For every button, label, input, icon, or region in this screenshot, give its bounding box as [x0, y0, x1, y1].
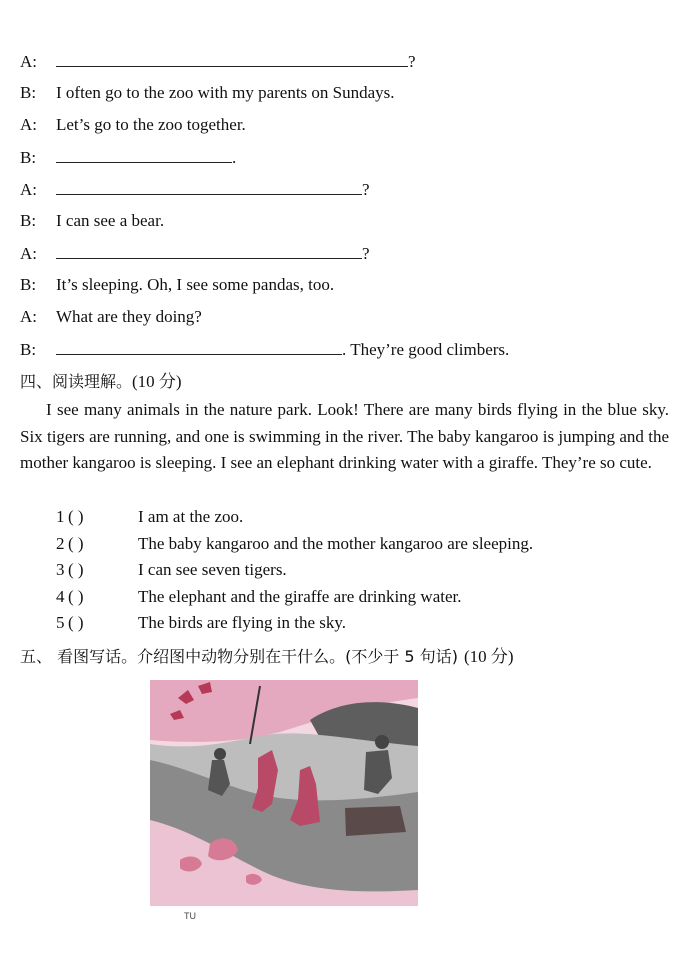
line-text: I often go to the zoo with my parents on Sundays.	[56, 83, 395, 102]
answer-parens[interactable]: ( )	[68, 587, 84, 606]
monkey-right-head	[375, 735, 389, 749]
animal-scene-illustration	[150, 680, 418, 906]
section-5-heading	[20, 645, 514, 669]
question-number: 2	[56, 534, 65, 553]
question-number: 1	[56, 507, 65, 526]
dialogue-line-7	[20, 242, 370, 264]
answer-parens[interactable]: ( )	[68, 560, 84, 579]
section-points: (10 分)	[463, 647, 514, 666]
answer-blank[interactable]	[56, 50, 408, 67]
section-note: (不少于 5 句话)	[345, 647, 458, 666]
question-number: 5	[56, 613, 65, 632]
answer-blank[interactable]	[56, 178, 362, 195]
question-4	[56, 586, 462, 608]
line-text: I can see a bear.	[56, 211, 165, 230]
speaker: A:	[20, 244, 37, 263]
question-text: I can see seven tigers.	[138, 560, 287, 579]
section-points: (10 分)	[132, 372, 182, 391]
answer-parens[interactable]: ( )	[68, 613, 84, 632]
picture-caption: TU	[184, 911, 196, 921]
line-ending: . They’re good climbers.	[342, 340, 510, 359]
question-1	[56, 506, 243, 528]
speaker: A:	[20, 115, 37, 134]
line-ending: .	[232, 148, 237, 167]
question-2	[56, 533, 533, 555]
speaker: B:	[20, 211, 37, 230]
speaker: B:	[20, 275, 37, 294]
rock-block	[345, 806, 406, 836]
question-3	[56, 559, 287, 581]
line-text: It’s sleeping. Oh, I see some pandas, too.	[56, 275, 335, 294]
question-number: 4	[56, 587, 65, 606]
line-ending: ?	[362, 244, 370, 263]
answer-parens[interactable]: ( )	[68, 507, 84, 526]
answer-blank[interactable]	[56, 146, 232, 163]
section-4-heading	[20, 370, 182, 394]
line-text: Let’s go to the zoo together.	[56, 115, 246, 134]
dialogue-line-9	[20, 306, 202, 328]
line-ending: ?	[408, 52, 416, 71]
question-text: The baby kangaroo and the mother kangaroo are sleeping.	[138, 534, 534, 553]
answer-parens[interactable]: ( )	[68, 534, 84, 553]
dialogue-line-4	[20, 146, 236, 168]
speaker: A:	[20, 180, 37, 199]
dialogue-line-1	[20, 50, 416, 72]
speaker: B:	[20, 340, 37, 359]
answer-blank[interactable]	[56, 338, 342, 355]
section-title: 五、 看图写话。介绍图中动物分别在干什么。	[20, 647, 346, 666]
dialogue-line-5	[20, 178, 370, 200]
answer-blank[interactable]	[56, 242, 362, 259]
dialogue-line-6	[20, 210, 164, 232]
speaker: B:	[20, 83, 37, 102]
speaker: A:	[20, 307, 37, 326]
speaker: A:	[20, 52, 37, 71]
dialogue-line-3	[20, 114, 246, 136]
question-5	[56, 612, 346, 634]
dialogue-line-8	[20, 274, 334, 296]
question-text: I am at the zoo.	[138, 507, 244, 526]
reading-passage: I see many animals in the nature park. Look! There are many birds flying in the blue sky. Six tigers are running, and one is swimming in the river. The baby kangaroo is jumping and the mother kangaroo is sleeping. I see an elephant drinking water with a giraffe. They’re so cute.	[20, 400, 669, 473]
speaker: B:	[20, 148, 37, 167]
line-ending: ?	[362, 180, 370, 199]
question-number: 3	[56, 560, 65, 579]
dialogue-line-10	[20, 338, 509, 360]
monkey-left-head	[214, 748, 226, 760]
dialogue-line-2	[20, 82, 395, 104]
line-text: What are they doing?	[56, 307, 202, 326]
question-text: The elephant and the giraffe are drinking water.	[138, 587, 462, 606]
question-text: The birds are flying in the sky.	[138, 613, 347, 632]
section-title: 四、阅读理解。	[20, 372, 133, 391]
